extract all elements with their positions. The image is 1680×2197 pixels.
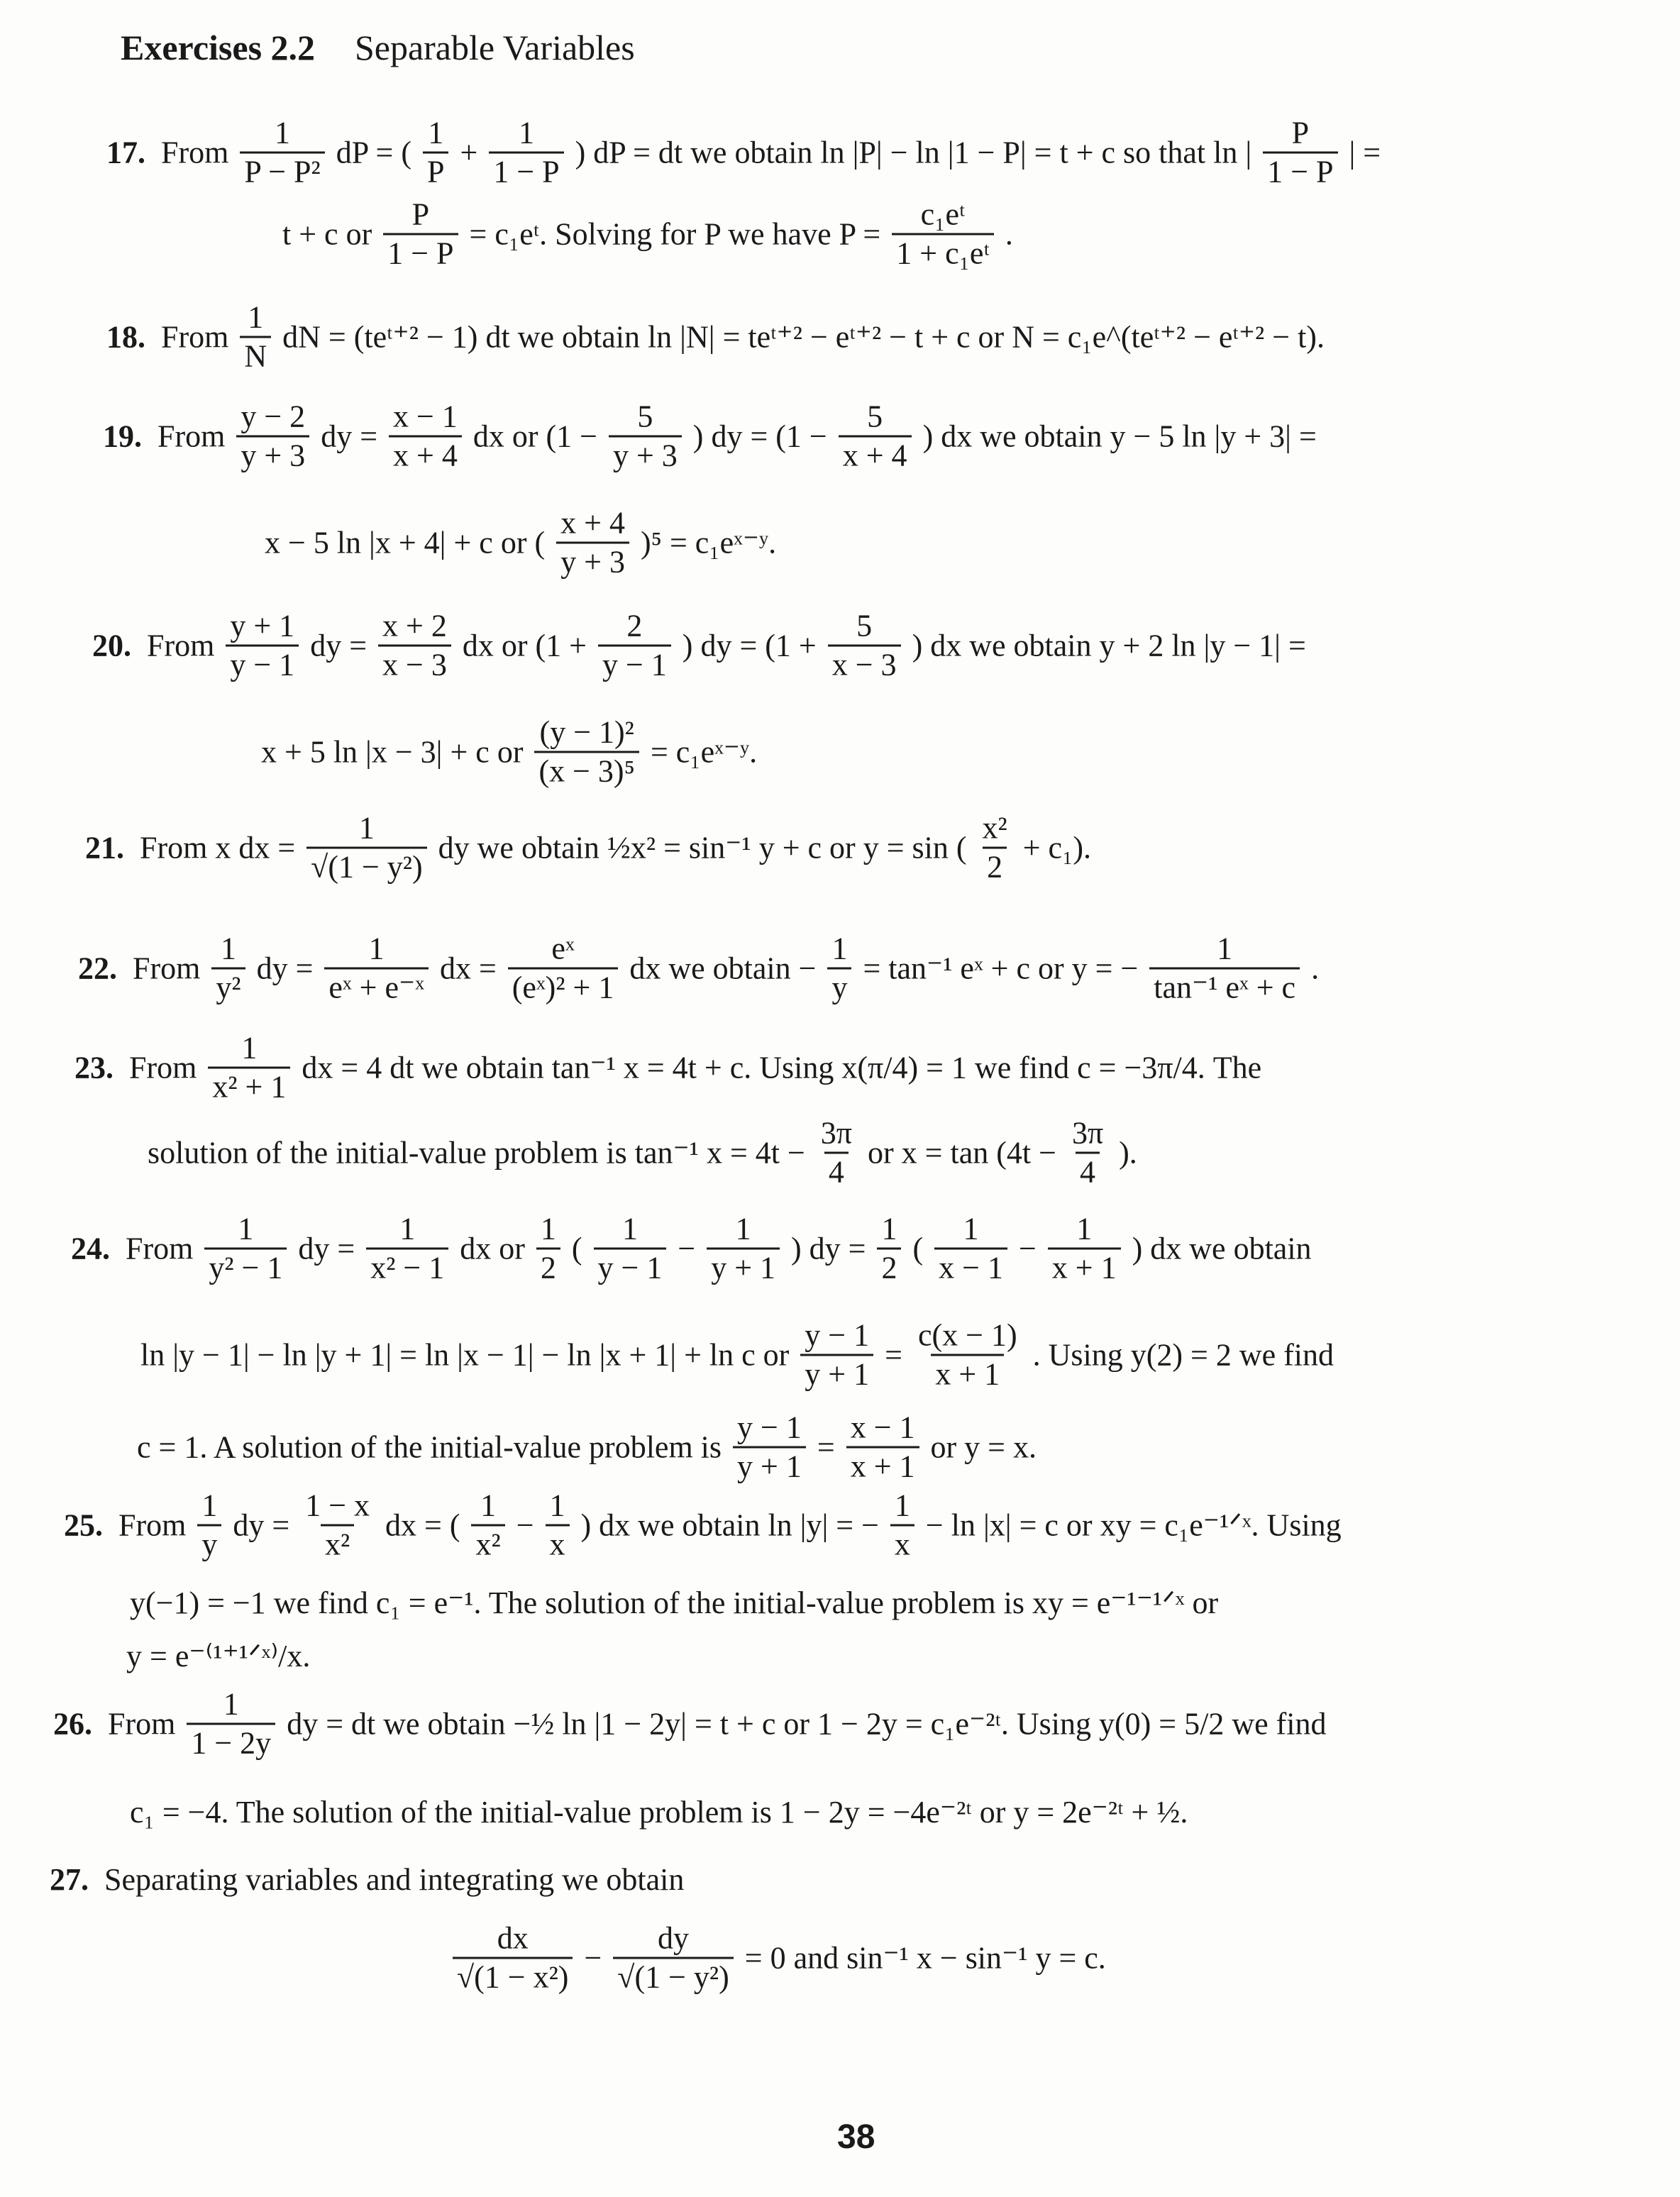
fraction-denominator: 2: [877, 1248, 901, 1284]
fraction-numerator: 5: [856, 608, 873, 643]
fraction-numerator: 1: [399, 1211, 416, 1246]
fraction-denominator: y²: [211, 968, 245, 1004]
fraction: [594, 1211, 667, 1285]
math-text: dy =: [233, 1507, 290, 1542]
fraction-denominator: x² + 1: [208, 1067, 290, 1103]
math-text: = 0 and sin⁻¹ x − sin⁻¹ y = c.: [744, 1940, 1106, 1975]
fraction-denominator: y + 1: [733, 1446, 806, 1483]
fraction-numerator: 1: [241, 1030, 258, 1066]
math-text: dN = (teᵗ⁺² − 1) dt we obtain ln |N| = teᵗ⁺² − eᵗ⁺² − t + c or N = c₁e^(teᵗ⁺² − eᵗ⁺² − t).: [282, 319, 1325, 354]
fraction: [187, 1686, 275, 1761]
fraction-numerator: c(x − 1): [917, 1317, 1017, 1353]
fraction: [226, 608, 299, 682]
fraction: [609, 399, 682, 473]
math-text: dx or (1 +: [462, 628, 587, 663]
fraction-denominator: x + 4: [839, 436, 912, 472]
fraction-denominator: 4: [1076, 1152, 1100, 1188]
fraction: [613, 1920, 733, 1995]
fraction: [208, 1030, 290, 1105]
problem-23-line1: [74, 1030, 1267, 1105]
fraction-numerator: 1: [358, 810, 375, 846]
fraction-numerator: 1: [831, 931, 848, 966]
problem-24-line1: [71, 1211, 1317, 1285]
math-text: dy =: [298, 1231, 355, 1266]
math-text: t + c or: [282, 216, 372, 251]
math-text: dx or (1 −: [472, 419, 597, 453]
fraction: [306, 810, 426, 885]
fraction-numerator: 1: [275, 115, 291, 150]
problem-number: 26.: [53, 1706, 92, 1741]
fraction-numerator: 1: [1076, 1211, 1093, 1246]
fraction-numerator: 1: [248, 299, 264, 335]
fraction: [536, 1211, 560, 1285]
fraction-denominator: tan⁻¹ eˣ + c: [1149, 968, 1300, 1004]
fraction-numerator: 1: [518, 115, 534, 150]
fraction-denominator: x²: [321, 1524, 354, 1561]
fraction-denominator: x² − 1: [366, 1248, 448, 1284]
math-text: (: [571, 1231, 582, 1266]
fraction-denominator: y − 1: [226, 645, 299, 681]
fraction-numerator: 1 − x: [305, 1488, 370, 1523]
problem-number: 19.: [103, 419, 142, 453]
fraction-denominator: x + 1: [846, 1446, 919, 1483]
fraction-numerator: P: [411, 197, 430, 232]
problem-number: 23.: [74, 1050, 114, 1085]
fraction-denominator: y + 3: [236, 436, 309, 472]
fraction-numerator: 1: [735, 1211, 751, 1246]
fraction-numerator: dy: [658, 1920, 690, 1956]
fraction-denominator: y + 3: [556, 542, 629, 578]
problem-26-line1: [53, 1686, 1332, 1761]
fraction: [324, 931, 429, 1005]
fraction-numerator: eˣ: [551, 931, 575, 966]
problem-26-line2: [124, 1797, 1193, 1828]
fraction-denominator: y² − 1: [204, 1248, 287, 1284]
fraction-numerator: y − 1: [737, 1410, 802, 1445]
problem-19-line2: [259, 505, 782, 580]
math-text: = c₁eˣ⁻ʸ.: [650, 734, 758, 769]
fraction-denominator: y: [197, 1524, 221, 1561]
fraction: [914, 1317, 1022, 1392]
fraction: [800, 1317, 873, 1392]
math-text: ) dx we obtain y − 5 ln |y + 3| =: [922, 419, 1317, 453]
problem-20-line2: [255, 714, 763, 789]
math-text: −: [678, 1231, 696, 1266]
fraction-numerator: 5: [637, 399, 653, 434]
fraction-numerator: 3π: [1071, 1115, 1104, 1151]
fraction: [383, 199, 458, 270]
page-header: [121, 27, 635, 68]
fraction: [378, 608, 451, 682]
fraction: [839, 399, 912, 473]
fraction: [892, 199, 994, 270]
fraction-numerator: dx: [497, 1920, 529, 1956]
fraction-denominator: x − 3: [378, 645, 451, 681]
fraction-denominator: N: [240, 336, 271, 372]
fraction-numerator: 1: [368, 931, 385, 966]
math-text: ) dP = dt we obtain ln |P| − ln |1 − P| = t + c so that ln |: [575, 135, 1252, 170]
problem-number: 18.: [106, 319, 145, 354]
fraction-numerator: 1: [963, 1211, 979, 1246]
math-text: dP = (: [336, 135, 411, 170]
fraction: [733, 1412, 806, 1483]
fraction-denominator: x − 3: [828, 645, 901, 681]
fraction: [423, 115, 448, 189]
fraction: [240, 299, 271, 374]
fraction-denominator: x + 4: [389, 436, 462, 472]
fraction-denominator: 1 + c₁eᵗ: [892, 233, 994, 270]
math-text: From: [133, 951, 201, 985]
fraction-numerator: 1: [220, 931, 236, 966]
fraction-numerator: x − 1: [393, 399, 458, 434]
math-text: dy =: [256, 951, 314, 985]
fraction-denominator: 1 − P: [1263, 152, 1337, 188]
fraction: [707, 1211, 780, 1285]
fraction: [546, 1490, 570, 1561]
math-text: .: [1005, 216, 1013, 251]
section-label: Exercises 2.2: [121, 28, 316, 67]
fraction-numerator: x²: [982, 810, 1007, 846]
math-text: dx = 4 dt we obtain tan⁻¹ x = 4t + c. Using x(π/4) = 1 we find c = −3π/4. The: [302, 1050, 1262, 1085]
math-text: − ln |x| = c or xy = c₁e⁻¹ᐟˣ. Using: [925, 1507, 1342, 1542]
problem-number: 21.: [85, 830, 124, 865]
problem-25-line2: [124, 1588, 1224, 1619]
fraction: [240, 115, 324, 189]
math-text: dy =: [310, 628, 368, 663]
fraction-denominator: √(1 − y²): [613, 1957, 733, 1993]
problem-25-line1: [64, 1490, 1347, 1561]
math-text: or y = x.: [930, 1429, 1037, 1464]
fraction-denominator: y: [827, 968, 851, 1004]
problem-20-line1: [92, 608, 1312, 682]
problem-25-line3: [121, 1641, 316, 1672]
math-text: ) dy = (1 −: [692, 419, 827, 453]
problem-27-line2: [447, 1920, 1112, 1995]
fraction-numerator: 1: [621, 1211, 638, 1246]
fraction-denominator: (eˣ)² + 1: [508, 968, 619, 1004]
math-text: From: [118, 1507, 187, 1542]
math-text: )⁵ = c₁eˣ⁻ʸ.: [640, 525, 777, 560]
fraction-denominator: 1 − P: [489, 152, 563, 188]
math-text: or x = tan (4t −: [868, 1135, 1056, 1170]
math-text: solution of the initial-value problem is tan⁻¹ x = 4t −: [148, 1135, 805, 1170]
math-text: ) dx we obtain ln |y| = −: [580, 1507, 879, 1542]
fraction: [827, 931, 851, 1005]
math-text: From: [147, 628, 215, 663]
problem-24-line2: [135, 1317, 1339, 1392]
fraction: [890, 1490, 914, 1561]
fraction-denominator: √(1 − x²): [453, 1957, 573, 1993]
fraction-denominator: x + 1: [1048, 1248, 1121, 1284]
fraction-numerator: 1: [201, 1488, 218, 1523]
math-text: From: [161, 135, 229, 170]
fraction-denominator: y − 1: [594, 1248, 667, 1284]
problem-27-line1: [50, 1864, 690, 1896]
math-text: −: [516, 1507, 534, 1542]
math-text: y(−1) = −1 we find c₁ = e⁻¹. The solution of the initial-value problem is xy = e⁻¹⁻¹ᐟˣ or: [130, 1586, 1219, 1620]
fraction-denominator: 4: [824, 1152, 849, 1188]
math-text: From: [129, 1050, 197, 1085]
math-text: ) dx we obtain y + 2 ln |y − 1| =: [912, 628, 1306, 663]
math-text: = c₁eᵗ. Solving for P we have P =: [469, 216, 881, 251]
fraction: [877, 1211, 901, 1285]
fraction-denominator: 1 − P: [383, 233, 458, 270]
fraction: [846, 1412, 919, 1483]
problem-18-line1: [106, 299, 1330, 374]
math-text: dy we obtain ½x² = sin⁻¹ y + c or y = sin (: [438, 830, 967, 865]
math-text: dx = (: [385, 1507, 460, 1542]
fraction-denominator: P − P²: [240, 152, 324, 188]
problem-22-line1: [78, 931, 1325, 1005]
fraction-numerator: y − 1: [805, 1317, 870, 1353]
fraction-denominator: eˣ + e⁻ˣ: [324, 968, 429, 1004]
fraction-numerator: x − 1: [850, 1410, 915, 1445]
fraction-numerator: 1: [238, 1211, 254, 1246]
fraction-numerator: x + 2: [382, 608, 447, 643]
problem-number: 17.: [106, 135, 145, 170]
fraction: [471, 1490, 504, 1561]
problem-19-line1: [103, 399, 1322, 473]
fraction: [978, 810, 1012, 885]
fraction-denominator: √(1 − y²): [306, 847, 426, 883]
fraction-denominator: x + 1: [931, 1354, 1004, 1390]
problem-21-line1: [85, 810, 1097, 885]
page-number: 38: [837, 2118, 875, 2156]
math-text: + c₁).: [1022, 830, 1092, 865]
problem-number: 27.: [50, 1862, 89, 1897]
fraction-denominator: x²: [471, 1524, 504, 1561]
fraction: [934, 1211, 1007, 1285]
math-text: ) dy =: [791, 1231, 866, 1266]
math-text: c₁ = −4. The solution of the initial-value problem is 1 − 2y = −4e⁻²ᵗ or y = 2e⁻²ᵗ + ½.: [130, 1795, 1188, 1830]
fraction: [204, 1211, 287, 1285]
fraction: [534, 714, 639, 789]
math-text: From: [161, 319, 229, 354]
fraction-numerator: 1: [540, 1211, 556, 1246]
fraction-numerator: 1: [223, 1686, 239, 1722]
fraction-denominator: y + 1: [707, 1248, 780, 1284]
fraction-numerator: 1: [894, 1488, 910, 1523]
math-text: =: [885, 1337, 902, 1372]
fraction-denominator: y + 3: [609, 436, 682, 472]
fraction-denominator: 2: [536, 1248, 560, 1284]
problem-17-line2: [277, 199, 1019, 270]
math-text: c = 1. A solution of the initial-value problem is: [137, 1429, 722, 1464]
math-text: dy = dt we obtain −½ ln |1 − 2y| = t + c or 1 − 2y = c₁e⁻²ᵗ. Using y(0) = 5/2 we find: [287, 1706, 1327, 1741]
math-text: dy =: [321, 419, 378, 453]
math-text: dx or: [460, 1231, 525, 1266]
math-text: dx we obtain −: [629, 951, 817, 985]
math-text: = tan⁻¹ eˣ + c or y = −: [863, 951, 1139, 985]
fraction: [489, 115, 563, 189]
problem-17-line1: [106, 115, 1386, 189]
fraction-numerator: (y − 1)²: [539, 714, 634, 750]
math-text: =: [817, 1429, 835, 1464]
fraction: [556, 505, 629, 580]
fraction-denominator: y + 1: [800, 1354, 873, 1390]
fraction-denominator: P: [423, 152, 448, 188]
math-text: ) dx we obtain: [1132, 1231, 1312, 1266]
math-text: From: [158, 419, 226, 453]
fraction: [1263, 115, 1337, 189]
math-text: (: [912, 1231, 924, 1266]
math-text: x − 5 ln |x + 4| + c or (: [265, 525, 546, 560]
fraction-denominator: x: [890, 1524, 914, 1561]
fraction-numerator: 2: [626, 608, 643, 643]
fraction-numerator: 1: [881, 1211, 897, 1246]
fraction: [211, 931, 245, 1005]
fraction-denominator: x: [546, 1524, 570, 1561]
fraction-denominator: x − 1: [934, 1248, 1007, 1284]
math-text: ln |y − 1| − ln |y + 1| = ln |x − 1| − ln |x + 1| + ln c or: [140, 1337, 790, 1372]
fraction: [817, 1115, 856, 1190]
math-text: +: [460, 135, 478, 170]
fraction-numerator: 1: [480, 1488, 497, 1523]
math-text: | =: [1349, 135, 1381, 170]
math-text: ) dy = (1 +: [682, 628, 817, 663]
problem-number: 24.: [71, 1231, 110, 1266]
fraction-numerator: y − 2: [241, 399, 306, 434]
math-text: From: [108, 1706, 176, 1741]
fraction: [598, 608, 671, 682]
fraction: [366, 1211, 448, 1285]
math-text: y = e⁻⁽¹⁺¹ᐟˣ⁾/x.: [126, 1639, 311, 1673]
fraction-numerator: P: [1291, 115, 1310, 150]
fraction: [1149, 931, 1300, 1005]
problem-23-line2: [142, 1115, 1143, 1190]
fraction-denominator: 2: [983, 847, 1007, 883]
problem-number: 25.: [64, 1507, 103, 1542]
problem-24-line3: [131, 1412, 1042, 1483]
fraction: [301, 1490, 374, 1561]
math-text: dx =: [439, 951, 497, 985]
math-text: ).: [1119, 1135, 1137, 1170]
fraction-numerator: 5: [867, 399, 883, 434]
math-text: . Using y(2) = 2 we find: [1032, 1337, 1334, 1372]
problem-number: 22.: [78, 951, 117, 985]
fraction: [236, 399, 309, 473]
math-text: Separating variables and integrating we obtain: [104, 1862, 685, 1897]
math-text: x + 5 ln |x − 3| + c or: [261, 734, 524, 769]
fraction: [508, 931, 619, 1005]
section-title: Separable Variables: [354, 28, 635, 67]
fraction: [1068, 1115, 1107, 1190]
math-text: −: [584, 1940, 602, 1975]
fraction-numerator: 1: [1217, 931, 1233, 966]
math-text: −: [1018, 1231, 1037, 1266]
fraction-numerator: y + 1: [230, 608, 295, 643]
fraction: [197, 1490, 221, 1561]
fraction: [828, 608, 901, 682]
fraction: [453, 1920, 573, 1995]
fraction-numerator: x + 4: [560, 505, 625, 541]
fraction-numerator: 1: [549, 1488, 565, 1523]
math-text: From x dx =: [140, 830, 296, 865]
fraction-denominator: 1 − 2y: [187, 1723, 275, 1759]
fraction: [389, 399, 462, 473]
fraction-denominator: (x − 3)⁵: [534, 751, 639, 787]
fraction-denominator: y − 1: [598, 645, 671, 681]
fraction: [1048, 1211, 1121, 1285]
problem-number: 20.: [92, 628, 131, 663]
fraction-numerator: 3π: [820, 1115, 853, 1151]
fraction-numerator: 1: [428, 115, 444, 150]
fraction-numerator: c₁eᵗ: [920, 197, 966, 232]
math-text: .: [1311, 951, 1320, 985]
math-text: From: [126, 1231, 194, 1266]
